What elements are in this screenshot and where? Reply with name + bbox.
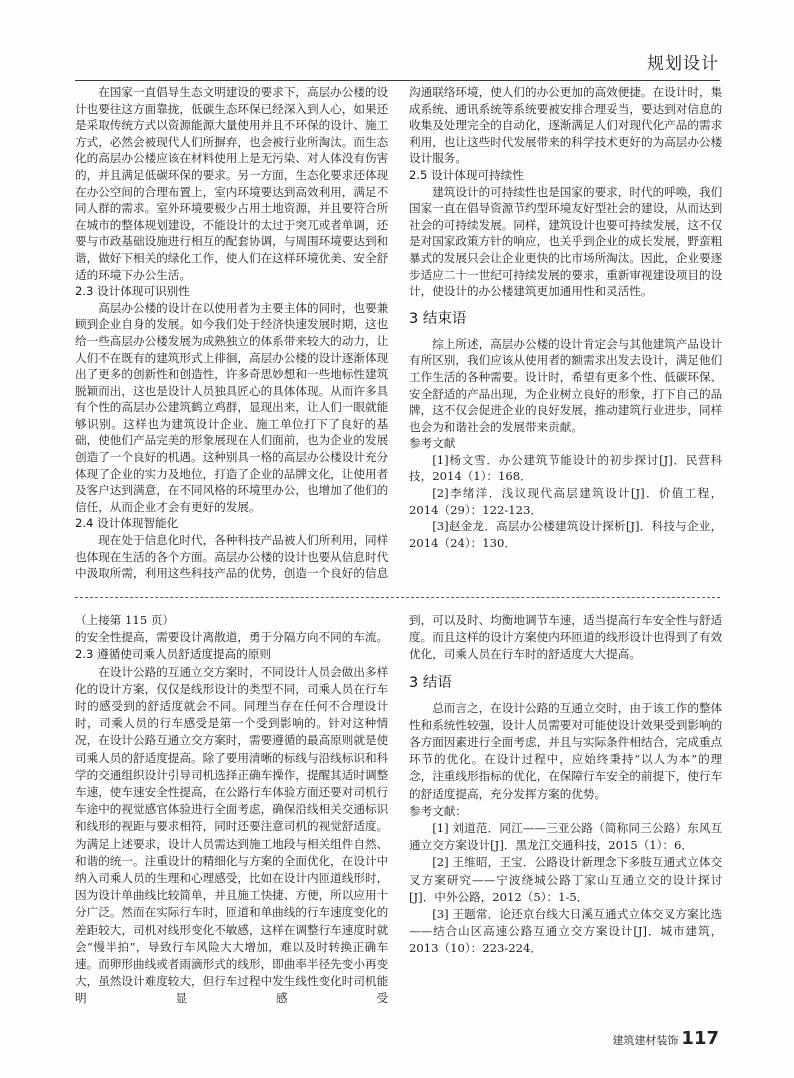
section-title: 规划设计: [647, 54, 719, 74]
reference-item: [3]赵金龙．高层办公楼建筑设计探析[J]．科技与企业，2014（24）：130．: [409, 519, 723, 550]
lower-article-right-column: [409, 612, 722, 1012]
heading-2-3: 2.3 设计体现可识别性: [75, 284, 190, 299]
paragraph-intro: 在国家一直倡导生态文明建设的要求下，高层办公楼的设计也要往这方面靠拢，低碳生态环保已经深入到人心，如果还是采取传统方式以资源能源大量使用并且不环保的设计、施工方式，必然会被现代人们所摒弃，也会被行业所淘汰。而生态化的高层办公楼应该在材料使用上是无污染、对人体没有伤害的，并且满足低碳环保的要求。另一方面，生态化要求还体现在办公空间的合理布置上，室内环境要达到高效利用，满足不同人群的需求。室外环境要极少占用土地资源，并且要符合所在城市的整体规划建设，不能设计的太过于突兀或者单调，还要与市政基础设施进行相互的配套协调，与周围环境要达到和谐，做好下相关的绿化工作，使人们在这样环境优美、安全舒适的环境下办公生活。: [75, 85, 389, 282]
page-footer: [612, 1028, 719, 1049]
reference-item: [1] 刘道范．同江——三亚公路（简称同三公路）东风互通立交方案设计[J]．黑龙江交通科技，2015（1）：6．: [409, 821, 723, 853]
heading-2-5: 2.5 设计体现可持续性: [409, 167, 524, 182]
continued-note: （上接第 115 页）: [75, 613, 175, 627]
upper-article-left-column: [75, 84, 388, 596]
paragraph-3-lower: 总而言之，在设计公路的互通立交时，由于该工作的整体性和系统性较强，设计人员需要对可能使设计效果受到影响的各方面因素进行全面考虑，并且与实际条件相结合，完成重点环节的优化。在设计过程中，应始终秉持“以人为本”的理念，注重线形指标的优化，在保障行车安全的前提下，使行车的舒适度提高，充分发挥方案的优势。: [409, 700, 723, 801]
heading-2-3-lower: 2.3 遵循使司乘人员舒适度提高的原则: [75, 647, 272, 662]
paragraph-2-3-lower-part-1: 在设计公路的互通立交方案时，不同设计人员会做出多样化的设计方案，仅仅是线形设计的类型不同，司乘人员在行车时的感受到的舒适度就会不同。同理当存在任何不合理设计时，司乘人员的行车感受是第一个受到影响的。针对这种情况，在设计公路互通立交方案时，需要遵循的最高原则就是使司乘人员的舒适度提高。除了要用清晰的标线与沿线标识和科学的交通组织设计引导司机选择正确车操作，提醒其适时调整车速，使车速安全性提高，在公路行车体验方面还要对司机行车途中的视觉感官体验进行全面考虑，确保沿线相关交通标识和线形的视距与要求相符，同时还要注意司机的视觉舒适度。为满足上述要求，设计人员需达到施工地段与相关组件自然、和谐的统一。注重设计的精细化与方案的全面优化，在设计中纳入司乘人员的生理和心理感受，比如在设计内匝道线形时，因为设计单曲线比较简单，并且施工快捷、方便，所以应用十分广泛。然而在实际行车时，匝道和单曲线的行车速度变化的差距较大，司机对线形变化不敏感，这样在调整行车速度时就会“慢半拍”，导致行车风险大大增加，难以及时转换正确车速。而卵形曲线或者雨滴形式的线形，即曲率半径先变小再变大，虽然设计难度较大，但行车过程中发生线性变化时司机能明显感受: [75, 664, 389, 1006]
header-rule: [75, 80, 720, 81]
paragraph-2-3-lower-part-2: 到，可以及时、均衡地调节车速，适当提高行车安全性与舒适度。而且这样的设计方案使内环匝道的线形设计也得到了有效优化，司乘人员在行车时的舒适度大大提高。: [409, 613, 723, 662]
heading-3-lower-conclusion: 3 结语: [409, 674, 452, 691]
heading-3-conclusion: 3 结束语: [409, 310, 467, 327]
page-number: 117: [681, 1028, 719, 1049]
reference-item: [2] 王维昭，王宝．公路设计新理念下多肢互通式立体交叉方案研究——宁波绕城公路丁家山互通立交的设计探讨[J]．中外公路，2012（5）：1-5．: [409, 855, 723, 904]
paragraph-2-5: 建筑设计的可持续性也是国家的要求，时代的呼唤，我们国家一直在倡导资源节约型环境友好型社会的建设，从而达到社会的可持续发展。同样，建筑设计也要可持续发展，这不仅是对国家政策方针的响应，也关乎到企业的成长发展，野蛮粗暴式的发展只会让企业更快的比市场所淘汰。因此，企业要逐步适应二十一世纪可持续发展的要求，重新审视建设项目的设计，使设计的办公楼建筑更加通用性和灵活性。: [409, 184, 723, 299]
reference-item: [3] 王题常．论还京台线大日溪互通式立体交叉方案比选——结合山区高速公路互通立交方案设计[J]．城市建筑，2013（10）：223-224．: [409, 907, 723, 956]
heading-2-4: 2.4 设计体现智能化: [75, 516, 179, 531]
reference-item: [2]李绪洋．浅议现代高层建筑设计[J]．价值工程，2014（29）：122-123．: [409, 486, 723, 517]
references-title: 参考文献: [409, 436, 456, 451]
paragraph-continued: 的安全性提高，需要设计离散道，勇于分隔方向不同的车流。: [75, 630, 389, 645]
reference-item: [1]杨文雪．办公建筑节能设计的初步探讨[J]．民营科技，2014（1）：168．: [409, 452, 723, 484]
upper-article-right-column: [409, 84, 722, 596]
paragraph-2-3: 高层办公楼的设计在以使用者为主要主体的同时，也要兼顾到企业自身的发展。如今我们处于经济快速发展时期，这也给一些高层办公楼发展为成熟独立的体系带来较大的动力，让人们不在既有的建筑形式上徘徊，高层办公楼的设计逐渐体现出了更多的创新性和创造性，许多奇思妙想和一些地标性建筑脱颖而出，这也是设计人员独具匠心的具体体现。从而许多具有个性的高层办公建筑鹤立鸡群，显现出来，让人们一眼就能够识别。这样也为建筑设计企业、施工单位打下了良好的基础，使他们产品完美的形象展现在人们面前，也为企业的发展创造了一个良好的机遇。这种别具一格的高层办公楼设计充分体现了企业的实力及地位，打造了企业的品牌文化，让使用者及客户达到满意，在不同风格的环境里办公，也增加了他们的信任，从而企业才会有更好的发展。: [75, 300, 389, 514]
references-title-lower: 参考文献：: [409, 803, 467, 818]
journal-name: 建筑建材装饰: [612, 1034, 679, 1047]
article-separator: [75, 597, 720, 598]
paragraph-2-4-part-1: 现在处于信息化时代，各种科技产品被人们所利用，同样也体现在生活的各个方面。高层办公楼的设计也要从信息时代中汲取所需，利用这些科技产品的优势，创造一个良好的信息: [75, 533, 389, 581]
paragraph-2-4-part-2: 沟通联络环境，使人们的办公更加的高效便捷。在设计时，集成系统、通讯系统等系统要被安排合理妥当，要达到对信息的收集及处理完全的自动化，逐渐满足人们对现代化产品的需求利用，也让这些时代发展带来的科学技术更好的为高层办公楼设计服务。: [409, 85, 723, 166]
lower-article-left-column: [75, 612, 388, 1012]
paragraph-3: 综上所述，高层办公楼的设计肯定会与其他建筑产品设计有所区别，我们应该从使用者的额需求出发去设计，满足他们工作生活的各种需要。设计时，希望有更多个性、低碳环保、安全舒适的产品出现，为企业树立良好的形象，打下自己的品牌，这不仅会促进企业的良好发展，推动建筑行业进步，同样也会为和谐社会的发展带来贡献。: [409, 336, 723, 434]
